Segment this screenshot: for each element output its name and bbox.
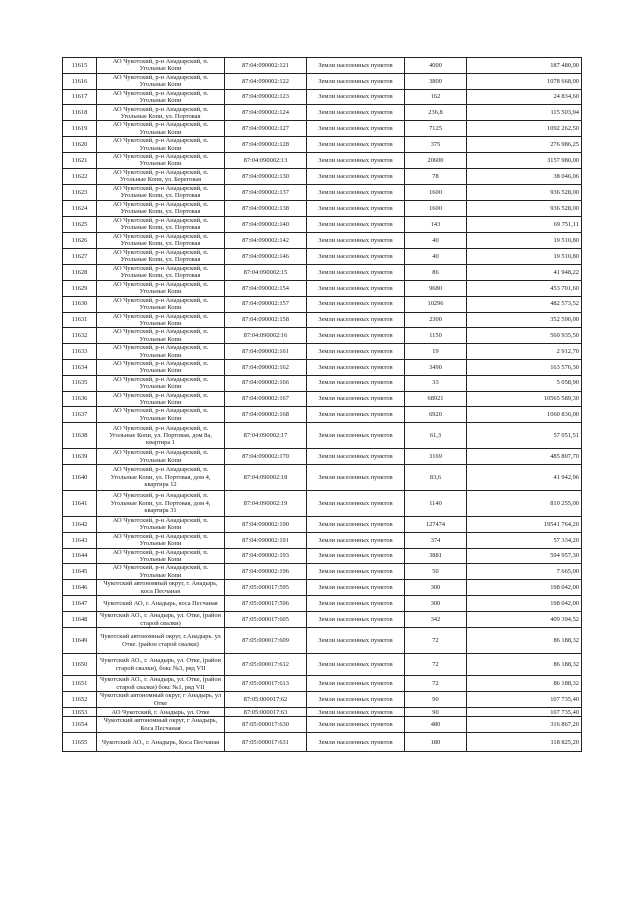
address-cell: АО Чукотский, р-н Анадырский, п. Угольные Копи, ул. Портовая, дом 4, квартира 12 bbox=[97, 465, 225, 491]
document-page bbox=[62, 57, 581, 752]
area-cell: 1600 bbox=[405, 184, 467, 200]
cadastral-value-cell: 2 912,70 bbox=[467, 344, 582, 360]
land-category-cell: Земли населенных пунктов bbox=[307, 465, 405, 491]
area-cell: 162 bbox=[405, 89, 467, 105]
cadastral-value-cell: 352 590,00 bbox=[467, 312, 582, 328]
cadastral-number-cell: 87:04:090002:154 bbox=[225, 280, 307, 296]
cadastral-value-cell: 936 528,00 bbox=[467, 184, 582, 200]
table-row bbox=[63, 153, 582, 169]
table-row bbox=[63, 121, 582, 137]
address-cell: АО Чукотский, р-н Анадырский, п. Угольные Копи, ул. Портовая, дом 8а, квартира 1 bbox=[97, 423, 225, 449]
record-number: 11653 bbox=[63, 708, 97, 717]
land-registry-table bbox=[62, 57, 582, 752]
land-category-cell: Земли населенных пунктов bbox=[307, 628, 405, 654]
record-number: 11645 bbox=[63, 564, 97, 580]
land-category-cell: Земли населенных пунктов bbox=[307, 391, 405, 407]
land-category-cell: Земли населенных пунктов bbox=[307, 344, 405, 360]
cadastral-value-cell: 1092 262,50 bbox=[467, 121, 582, 137]
table-row bbox=[63, 248, 582, 264]
address-cell: Чукотский автономный округ, г Анадырь, Коса Песчаная bbox=[97, 717, 225, 733]
table-row bbox=[63, 216, 582, 232]
cadastral-number-cell: 87:04:090002:122 bbox=[225, 73, 307, 89]
area-cell: 72 bbox=[405, 654, 467, 676]
address-cell: АО Чукотский, р-н Анадырский, п. Угольные Копи, ул. Портовая bbox=[97, 264, 225, 280]
area-cell: 40 bbox=[405, 232, 467, 248]
area-cell: 72 bbox=[405, 628, 467, 654]
record-number: 11634 bbox=[63, 359, 97, 375]
cadastral-value-cell: 810 255,00 bbox=[467, 491, 582, 517]
cadastral-value-cell: 19 510,80 bbox=[467, 248, 582, 264]
address-cell: АО Чукотский, р-н Анадырский, п. Угольные Копи, ул. Портовая bbox=[97, 200, 225, 216]
land-category-cell: Земли населенных пунктов bbox=[307, 359, 405, 375]
address-cell: АО Чукотский, г. Анадырь, ул. Отке bbox=[97, 708, 225, 717]
cadastral-number-cell: 87:04:090002:19 bbox=[225, 491, 307, 517]
record-number: 11616 bbox=[63, 73, 97, 89]
land-category-cell: Земли населенных пунктов bbox=[307, 517, 405, 533]
cadastral-number-cell: 87:04:090002:162 bbox=[225, 359, 307, 375]
table-row bbox=[63, 491, 582, 517]
land-category-cell: Земли населенных пунктов bbox=[307, 168, 405, 184]
cadastral-value-cell: 69 751,11 bbox=[467, 216, 582, 232]
cadastral-number-cell: 87:04:090002:146 bbox=[225, 248, 307, 264]
land-category-cell: Земли населенных пунктов bbox=[307, 89, 405, 105]
area-cell: 10296 bbox=[405, 296, 467, 312]
table-row bbox=[63, 612, 582, 628]
cadastral-number-cell: 87:04:090002:142 bbox=[225, 232, 307, 248]
cadastral-number-cell: 87:05:000017:63 bbox=[225, 708, 307, 717]
area-cell: 480 bbox=[405, 717, 467, 733]
record-number: 11650 bbox=[63, 654, 97, 676]
address-cell: АО Чукотский, р-н Анадырский, п. Угольные Копи, ул. Портовая, дом 4, квартира 31 bbox=[97, 491, 225, 517]
table-row bbox=[63, 312, 582, 328]
record-number: 11619 bbox=[63, 121, 97, 137]
record-number: 11624 bbox=[63, 200, 97, 216]
land-category-cell: Земли населенных пунктов bbox=[307, 58, 405, 74]
address-cell: АО Чукотский, р-н Анадырский, п. Угольные Копи, ул. Портовая bbox=[97, 184, 225, 200]
cadastral-number-cell: 87:04:090002:166 bbox=[225, 375, 307, 391]
cadastral-number-cell: 87:04:090002:130 bbox=[225, 168, 307, 184]
cadastral-value-cell: 1060 836,00 bbox=[467, 407, 582, 423]
address-cell: Чукотский автономный округ, г.Анадырь. ул Отке. (район старой свалки) bbox=[97, 628, 225, 654]
area-cell: 143 bbox=[405, 216, 467, 232]
area-cell: 4000 bbox=[405, 58, 467, 74]
cadastral-value-cell: 936 528,00 bbox=[467, 200, 582, 216]
land-category-cell: Земли населенных пунктов bbox=[307, 708, 405, 717]
record-number: 11642 bbox=[63, 517, 97, 533]
cadastral-number-cell: 87:04:090002:140 bbox=[225, 216, 307, 232]
record-number: 11623 bbox=[63, 184, 97, 200]
cadastral-value-cell: 560 935,50 bbox=[467, 328, 582, 344]
land-category-cell: Земли населенных пунктов bbox=[307, 200, 405, 216]
table-row bbox=[63, 733, 582, 752]
cadastral-number-cell: 87:04:090002:121 bbox=[225, 58, 307, 74]
land-category-cell: Земли населенных пунктов bbox=[307, 596, 405, 612]
record-number: 11626 bbox=[63, 232, 97, 248]
cadastral-value-cell: 107 735,40 bbox=[467, 708, 582, 717]
cadastral-value-cell: 86 188,32 bbox=[467, 654, 582, 676]
area-cell: 19 bbox=[405, 344, 467, 360]
record-number: 11648 bbox=[63, 612, 97, 628]
cadastral-number-cell: 87:04:090002:170 bbox=[225, 449, 307, 465]
table-row bbox=[63, 580, 582, 596]
record-number: 11646 bbox=[63, 580, 97, 596]
cadastral-number-cell: 87:04:090002:167 bbox=[225, 391, 307, 407]
cadastral-number-cell: 87:04:090002:17 bbox=[225, 423, 307, 449]
address-cell: АО Чукотский, р-н Анадырский, п. Угольные Копи, ул. Портовая bbox=[97, 216, 225, 232]
cadastral-number-cell: 87:04:090002:123 bbox=[225, 89, 307, 105]
cadastral-number-cell: 87:04:090002:15 bbox=[225, 264, 307, 280]
cadastral-value-cell: 115 503,94 bbox=[467, 105, 582, 121]
address-cell: АО Чукотский, р-н Анадырский, п. Угольные Копи bbox=[97, 73, 225, 89]
table-row bbox=[63, 708, 582, 717]
area-cell: 78 bbox=[405, 168, 467, 184]
record-number: 11644 bbox=[63, 548, 97, 564]
area-cell: 1150 bbox=[405, 328, 467, 344]
cadastral-number-cell: 87:04:090002:157 bbox=[225, 296, 307, 312]
cadastral-number-cell: 87:04:090002:158 bbox=[225, 312, 307, 328]
record-number: 11627 bbox=[63, 248, 97, 264]
cadastral-number-cell: 87:04:090002:128 bbox=[225, 137, 307, 153]
land-category-cell: Земли населенных пунктов bbox=[307, 153, 405, 169]
table-row bbox=[63, 654, 582, 676]
land-category-cell: Земли населенных пунктов bbox=[307, 232, 405, 248]
land-category-cell: Земли населенных пунктов bbox=[307, 105, 405, 121]
cadastral-number-cell: 87:04:090002:138 bbox=[225, 200, 307, 216]
cadastral-value-cell: 19541 764,20 bbox=[467, 517, 582, 533]
land-category-cell: Земли населенных пунктов bbox=[307, 328, 405, 344]
land-category-cell: Земли населенных пунктов bbox=[307, 491, 405, 517]
table-row bbox=[63, 296, 582, 312]
address-cell: Чукотский АО., г. Анадырь, ул. Отке, (район старой свалки), бокс №3, ряд VII bbox=[97, 654, 225, 676]
cadastral-value-cell: 1078 668,00 bbox=[467, 73, 582, 89]
table-row bbox=[63, 717, 582, 733]
record-number: 11625 bbox=[63, 216, 97, 232]
table-row bbox=[63, 548, 582, 564]
area-cell: 50 bbox=[405, 564, 467, 580]
record-number: 11622 bbox=[63, 168, 97, 184]
table-row bbox=[63, 184, 582, 200]
record-number: 11638 bbox=[63, 423, 97, 449]
table-row bbox=[63, 359, 582, 375]
cadastral-value-cell: 3157 980,00 bbox=[467, 153, 582, 169]
land-category-cell: Земли населенных пунктов bbox=[307, 407, 405, 423]
table-row bbox=[63, 328, 582, 344]
table-row bbox=[63, 344, 582, 360]
record-number: 11615 bbox=[63, 58, 97, 74]
table-row bbox=[63, 449, 582, 465]
table-row bbox=[63, 423, 582, 449]
area-cell: 3169 bbox=[405, 449, 467, 465]
cadastral-value-cell: 24 834,60 bbox=[467, 89, 582, 105]
cadastral-value-cell: 163 576,30 bbox=[467, 359, 582, 375]
record-number: 11649 bbox=[63, 628, 97, 654]
cadastral-value-cell: 57 334,20 bbox=[467, 532, 582, 548]
address-cell: Чукотский АО., г. Анадырь, Коса Песчаная bbox=[97, 733, 225, 752]
table-row bbox=[63, 137, 582, 153]
area-cell: 374 bbox=[405, 532, 467, 548]
table-row bbox=[63, 232, 582, 248]
address-cell: Чукотский АО., г. Анадырь, ул. Отке, (район старой свалки) bbox=[97, 612, 225, 628]
cadastral-number-cell: 87:04:090002:161 bbox=[225, 344, 307, 360]
address-cell: АО Чукотский, р-н Анадырский, п. Угольные Копи bbox=[97, 449, 225, 465]
cadastral-number-cell: 87:05:000017:605 bbox=[225, 612, 307, 628]
record-number: 11635 bbox=[63, 375, 97, 391]
record-number: 11652 bbox=[63, 692, 97, 708]
land-category-cell: Земли населенных пунктов bbox=[307, 312, 405, 328]
area-cell: 40 bbox=[405, 248, 467, 264]
address-cell: Чукотский АО., г. Анадырь, ул. Отке, (район старой свалки) бокс №1, ряд VII bbox=[97, 676, 225, 692]
area-cell: 61,3 bbox=[405, 423, 467, 449]
cadastral-value-cell: 7 665,00 bbox=[467, 564, 582, 580]
land-category-cell: Земли населенных пунктов bbox=[307, 548, 405, 564]
address-cell: АО Чукотский, р-н Анадырский, п. Угольные Копи bbox=[97, 137, 225, 153]
address-cell: АО Чукотский, р-н Анадырский, п. Угольные Копи, ул. Портовая bbox=[97, 105, 225, 121]
address-cell: АО Чукотский, р-н Анадырский, п. Угольные Копи bbox=[97, 344, 225, 360]
cadastral-number-cell: 87:05:000017:595 bbox=[225, 580, 307, 596]
table-row bbox=[63, 168, 582, 184]
record-number: 11620 bbox=[63, 137, 97, 153]
cadastral-value-cell: 276 986,25 bbox=[467, 137, 582, 153]
table-row bbox=[63, 375, 582, 391]
land-category-cell: Земли населенных пунктов bbox=[307, 296, 405, 312]
record-number: 11654 bbox=[63, 717, 97, 733]
address-cell: АО Чукотский, р-н Анадырский, п. Угольные Копи, ул. Портовая bbox=[97, 248, 225, 264]
record-number: 11621 bbox=[63, 153, 97, 169]
address-cell: Чукотский АО, г. Анадырь, коса Песчаная bbox=[97, 596, 225, 612]
cadastral-number-cell: 87:04:090002:191 bbox=[225, 532, 307, 548]
cadastral-value-cell: 57 051,51 bbox=[467, 423, 582, 449]
cadastral-value-cell: 86 188,32 bbox=[467, 676, 582, 692]
land-category-cell: Земли населенных пунктов bbox=[307, 564, 405, 580]
table-row bbox=[63, 564, 582, 580]
area-cell: 1140 bbox=[405, 491, 467, 517]
table-row bbox=[63, 200, 582, 216]
area-cell: 127474 bbox=[405, 517, 467, 533]
record-number: 11641 bbox=[63, 491, 97, 517]
land-category-cell: Земли населенных пунктов bbox=[307, 375, 405, 391]
area-cell: 20600 bbox=[405, 153, 467, 169]
cadastral-value-cell: 41 942,96 bbox=[467, 465, 582, 491]
land-category-cell: Земли населенных пунктов bbox=[307, 612, 405, 628]
address-cell: АО Чукотский, р-н Анадырский, п. Угольные Копи bbox=[97, 407, 225, 423]
area-cell: 2300 bbox=[405, 312, 467, 328]
cadastral-value-cell: 19 510,80 bbox=[467, 232, 582, 248]
record-number: 11630 bbox=[63, 296, 97, 312]
table-row bbox=[63, 391, 582, 407]
cadastral-value-cell: 118 825,20 bbox=[467, 733, 582, 752]
cadastral-number-cell: 87:05:000017:62 bbox=[225, 692, 307, 708]
area-cell: 3881 bbox=[405, 548, 467, 564]
table-row bbox=[63, 692, 582, 708]
table-row bbox=[63, 628, 582, 654]
address-cell: АО Чукотский, р-н Анадырский, п. Угольные Копи bbox=[97, 564, 225, 580]
cadastral-value-cell: 594 957,30 bbox=[467, 548, 582, 564]
area-cell: 9680 bbox=[405, 280, 467, 296]
land-category-cell: Земли населенных пунктов bbox=[307, 264, 405, 280]
address-cell: АО Чукотский, р-н Анадырский, п. Угольные Копи bbox=[97, 517, 225, 533]
land-category-cell: Земли населенных пунктов bbox=[307, 449, 405, 465]
address-cell: АО Чукотский, р-н Анадырский, п. Угольные Копи bbox=[97, 280, 225, 296]
cadastral-value-cell: 316 867,20 bbox=[467, 717, 582, 733]
area-cell: 3800 bbox=[405, 73, 467, 89]
cadastral-number-cell: 87:04:090002:137 bbox=[225, 184, 307, 200]
address-cell: АО Чукотский, р-н Анадырский, п. Угольные Копи, ул. Портовая bbox=[97, 232, 225, 248]
cadastral-number-cell: 87:04:090002:16 bbox=[225, 328, 307, 344]
cadastral-number-cell: 87:04:090002:127 bbox=[225, 121, 307, 137]
record-number: 11618 bbox=[63, 105, 97, 121]
record-number: 11632 bbox=[63, 328, 97, 344]
area-cell: 300 bbox=[405, 596, 467, 612]
cadastral-number-cell: 87:05:000017:613 bbox=[225, 676, 307, 692]
address-cell: АО Чукотский, р-н Анадырский, п. Угольные Копи bbox=[97, 548, 225, 564]
area-cell: 6920 bbox=[405, 407, 467, 423]
address-cell: АО Чукотский, р-н Анадырский, п. Угольные Копи bbox=[97, 328, 225, 344]
address-cell: АО Чукотский, р-н Анадырский, п. Угольные Копи bbox=[97, 312, 225, 328]
land-category-cell: Земли населенных пунктов bbox=[307, 121, 405, 137]
cadastral-number-cell: 87:05:000017:630 bbox=[225, 717, 307, 733]
address-cell: АО Чукотский, р-н Анадырский, п. Угольные Копи bbox=[97, 89, 225, 105]
cadastral-number-cell: 87:05:000017:612 bbox=[225, 654, 307, 676]
area-cell: 86 bbox=[405, 264, 467, 280]
table-row bbox=[63, 58, 582, 74]
cadastral-number-cell: 87:04:090002:196 bbox=[225, 564, 307, 580]
cadastral-number-cell: 87:04:090002:168 bbox=[225, 407, 307, 423]
area-cell: 90 bbox=[405, 708, 467, 717]
area-cell: 33 bbox=[405, 375, 467, 391]
cadastral-number-cell: 87:04:090002:124 bbox=[225, 105, 307, 121]
table-row bbox=[63, 676, 582, 692]
address-cell: АО Чукотский, р-н Анадырский, п. Угольные Копи bbox=[97, 58, 225, 74]
record-number: 11633 bbox=[63, 344, 97, 360]
table-row bbox=[63, 264, 582, 280]
area-cell: 83,6 bbox=[405, 465, 467, 491]
cadastral-value-cell: 409 394,52 bbox=[467, 612, 582, 628]
land-category-cell: Земли населенных пунктов bbox=[307, 248, 405, 264]
record-number: 11629 bbox=[63, 280, 97, 296]
address-cell: АО Чукотский, р-н Анадырский, п. Угольные Копи bbox=[97, 532, 225, 548]
address-cell: Чукотский автономный округ, г Анадырь, ул Отке bbox=[97, 692, 225, 708]
cadastral-number-cell: 87:05:000017:596 bbox=[225, 596, 307, 612]
cadastral-value-cell: 485 807,70 bbox=[467, 449, 582, 465]
address-cell: АО Чукотский, р-н Анадырский, п. Угольные Копи bbox=[97, 296, 225, 312]
land-category-cell: Земли населенных пунктов bbox=[307, 654, 405, 676]
cadastral-number-cell: 87:04:090002:193 bbox=[225, 548, 307, 564]
record-number: 11643 bbox=[63, 532, 97, 548]
area-cell: 7125 bbox=[405, 121, 467, 137]
cadastral-value-cell: 107 735,40 bbox=[467, 692, 582, 708]
cadastral-value-cell: 187 480,00 bbox=[467, 58, 582, 74]
table-row bbox=[63, 532, 582, 548]
record-number: 11639 bbox=[63, 449, 97, 465]
area-cell: 68921 bbox=[405, 391, 467, 407]
cadastral-value-cell: 5 058,90 bbox=[467, 375, 582, 391]
cadastral-number-cell: 87:04:090002:18 bbox=[225, 465, 307, 491]
area-cell: 236,8 bbox=[405, 105, 467, 121]
land-category-cell: Земли населенных пунктов bbox=[307, 676, 405, 692]
table-row bbox=[63, 517, 582, 533]
table-row bbox=[63, 596, 582, 612]
table-row bbox=[63, 407, 582, 423]
record-number: 11647 bbox=[63, 596, 97, 612]
area-cell: 342 bbox=[405, 612, 467, 628]
cadastral-value-cell: 482 573,52 bbox=[467, 296, 582, 312]
area-cell: 300 bbox=[405, 580, 467, 596]
area-cell: 180 bbox=[405, 733, 467, 752]
land-category-cell: Земли населенных пунктов bbox=[307, 73, 405, 89]
cadastral-number-cell: 87:04:090002:13 bbox=[225, 153, 307, 169]
record-number: 11640 bbox=[63, 465, 97, 491]
table-row bbox=[63, 280, 582, 296]
land-category-cell: Земли населенных пунктов bbox=[307, 216, 405, 232]
address-cell: АО Чукотский, р-н Анадырский, п. Угольные Копи, ул. Береговая bbox=[97, 168, 225, 184]
record-number: 11637 bbox=[63, 407, 97, 423]
area-cell: 72 bbox=[405, 676, 467, 692]
cadastral-value-cell: 10565 589,30 bbox=[467, 391, 582, 407]
cadastral-number-cell: 87:05:000017:609 bbox=[225, 628, 307, 654]
land-category-cell: Земли населенных пунктов bbox=[307, 280, 405, 296]
cadastral-value-cell: 198 042,00 bbox=[467, 580, 582, 596]
land-category-cell: Земли населенных пунктов bbox=[307, 137, 405, 153]
cadastral-value-cell: 198 042,00 bbox=[467, 596, 582, 612]
address-cell: АО Чукотский, р-н Анадырский, п. Угольные Копи bbox=[97, 121, 225, 137]
record-number: 11651 bbox=[63, 676, 97, 692]
record-number: 11617 bbox=[63, 89, 97, 105]
land-category-cell: Земли населенных пунктов bbox=[307, 580, 405, 596]
cadastral-value-cell: 453 701,60 bbox=[467, 280, 582, 296]
record-number: 11655 bbox=[63, 733, 97, 752]
table-row bbox=[63, 73, 582, 89]
cadastral-value-cell: 38 046,06 bbox=[467, 168, 582, 184]
record-number: 11636 bbox=[63, 391, 97, 407]
land-category-cell: Земли населенных пунктов bbox=[307, 733, 405, 752]
record-number: 11631 bbox=[63, 312, 97, 328]
table-row bbox=[63, 465, 582, 491]
land-category-cell: Земли населенных пунктов bbox=[307, 184, 405, 200]
area-cell: 375 bbox=[405, 137, 467, 153]
table-body bbox=[63, 58, 582, 752]
table-row bbox=[63, 89, 582, 105]
address-cell: АО Чукотский, р-н Анадырский, п. Угольные Копи bbox=[97, 391, 225, 407]
cadastral-value-cell: 41 948,22 bbox=[467, 264, 582, 280]
cadastral-number-cell: 87:04:090002:190 bbox=[225, 517, 307, 533]
area-cell: 3490 bbox=[405, 359, 467, 375]
area-cell: 1600 bbox=[405, 200, 467, 216]
cadastral-number-cell: 87:05:000017:631 bbox=[225, 733, 307, 752]
address-cell: Чукотский автономный округ, г. Анадырь, коса Песчаная bbox=[97, 580, 225, 596]
table-row bbox=[63, 105, 582, 121]
land-category-cell: Земли населенных пунктов bbox=[307, 717, 405, 733]
address-cell: АО Чукотский, р-н Анадырский, п. Угольные Копи bbox=[97, 375, 225, 391]
cadastral-value-cell: 86 188,32 bbox=[467, 628, 582, 654]
land-category-cell: Земли населенных пунктов bbox=[307, 532, 405, 548]
address-cell: АО Чукотский, р-н Анадырский, п. Угольные Копи bbox=[97, 359, 225, 375]
address-cell: АО Чукотский, р-н Анадырский, п. Угольные Копи bbox=[97, 153, 225, 169]
land-category-cell: Земли населенных пунктов bbox=[307, 423, 405, 449]
area-cell: 90 bbox=[405, 692, 467, 708]
land-category-cell: Земли населенных пунктов bbox=[307, 692, 405, 708]
record-number: 11628 bbox=[63, 264, 97, 280]
